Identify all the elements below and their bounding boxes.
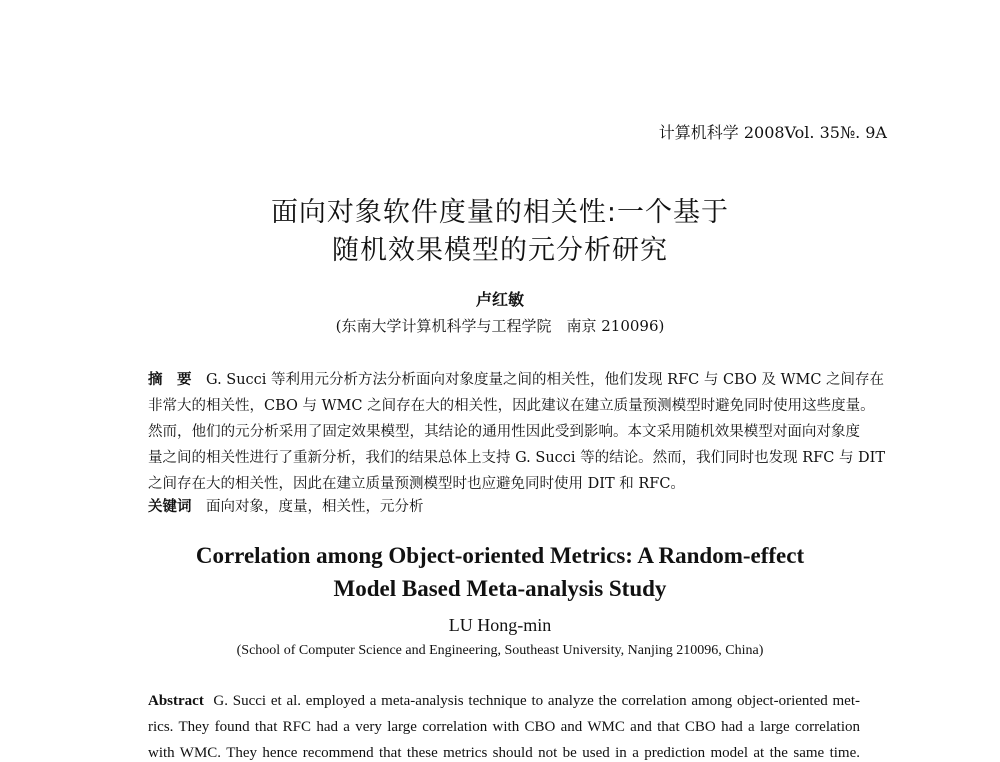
cn-abstract-text: G. Succi 等利用元分析方法分析面向对象度量之间的相关性，他们发现 RFC 与 CBO 及 WMC 之间存在 bbox=[206, 372, 885, 388]
cn-title-line-1: 面向对象软件度量的相关性:一个基于 bbox=[270, 197, 730, 228]
cn-abstract-line-2: 非常大的相关性，CBO 与 WMC 之间存在大的相关性，因此建议在建立质量预测模型时避免同时使用这些度量。 bbox=[148, 398, 875, 414]
cn-abstract-line-5: 之间存在大的相关性，因此在建立质量预测模型时也应避免同时使用 DIT 和 RFC。 bbox=[148, 476, 685, 492]
en-author: LU Hong-min bbox=[448, 615, 552, 635]
en-abstract-line-2: rics. They found that RFC had a very large correlation with CBO and WMC and that CBO had a large correlation bbox=[148, 719, 860, 735]
en-abstract-line-3: with WMC. They hence recommend that these metrics should not be used in a prediction model at the same time. bbox=[148, 745, 860, 761]
cn-affiliation: (东南大学计算机科学与工程学院 南京 210096) bbox=[335, 317, 665, 335]
en-title-line-2: Model Based Meta-analysis Study bbox=[333, 576, 667, 601]
journal-header: 计算机科学 2008Vol. 35№. 9A bbox=[658, 123, 887, 142]
en-abstract-line-1 bbox=[148, 693, 860, 710]
cn-abstract-label: 摘 要 bbox=[148, 371, 192, 388]
en-abstract-label: Abstract bbox=[148, 693, 204, 709]
cn-title-line-2: 随机效果模型的元分析研究 bbox=[332, 235, 668, 266]
cn-abstract-line-4: 量之间的相关性进行了重新分析，我们的结果总体上支持 G. Succi 等的结论。然而，我们同时也发现 RFC 与 DIT bbox=[148, 450, 886, 466]
cn-author: 卢红敏 bbox=[475, 290, 524, 309]
en-abstract-text: G. Succi et al. employed a meta-analysis technique to analyze the correlation among object-oriented met- bbox=[213, 693, 861, 709]
en-affiliation: (School of Computer Science and Engineering, Southeast University, Nanjing 210096, China) bbox=[236, 643, 764, 658]
cn-keywords bbox=[148, 495, 860, 516]
cn-keywords-text: 面向对象，度量，相关性，元分析 bbox=[206, 499, 424, 515]
en-title-line-1: Correlation among Object-oriented Metrics: A Random-effect bbox=[195, 543, 805, 568]
cn-abstract-line-3: 然而，他们的元分析采用了固定效果模型，其结论的通用性因此受到影响。本文采用随机效果模型对面向对象度 bbox=[148, 424, 860, 440]
cn-keywords-label: 关键词 bbox=[148, 498, 192, 515]
cn-abstract-line-1 bbox=[148, 368, 885, 389]
